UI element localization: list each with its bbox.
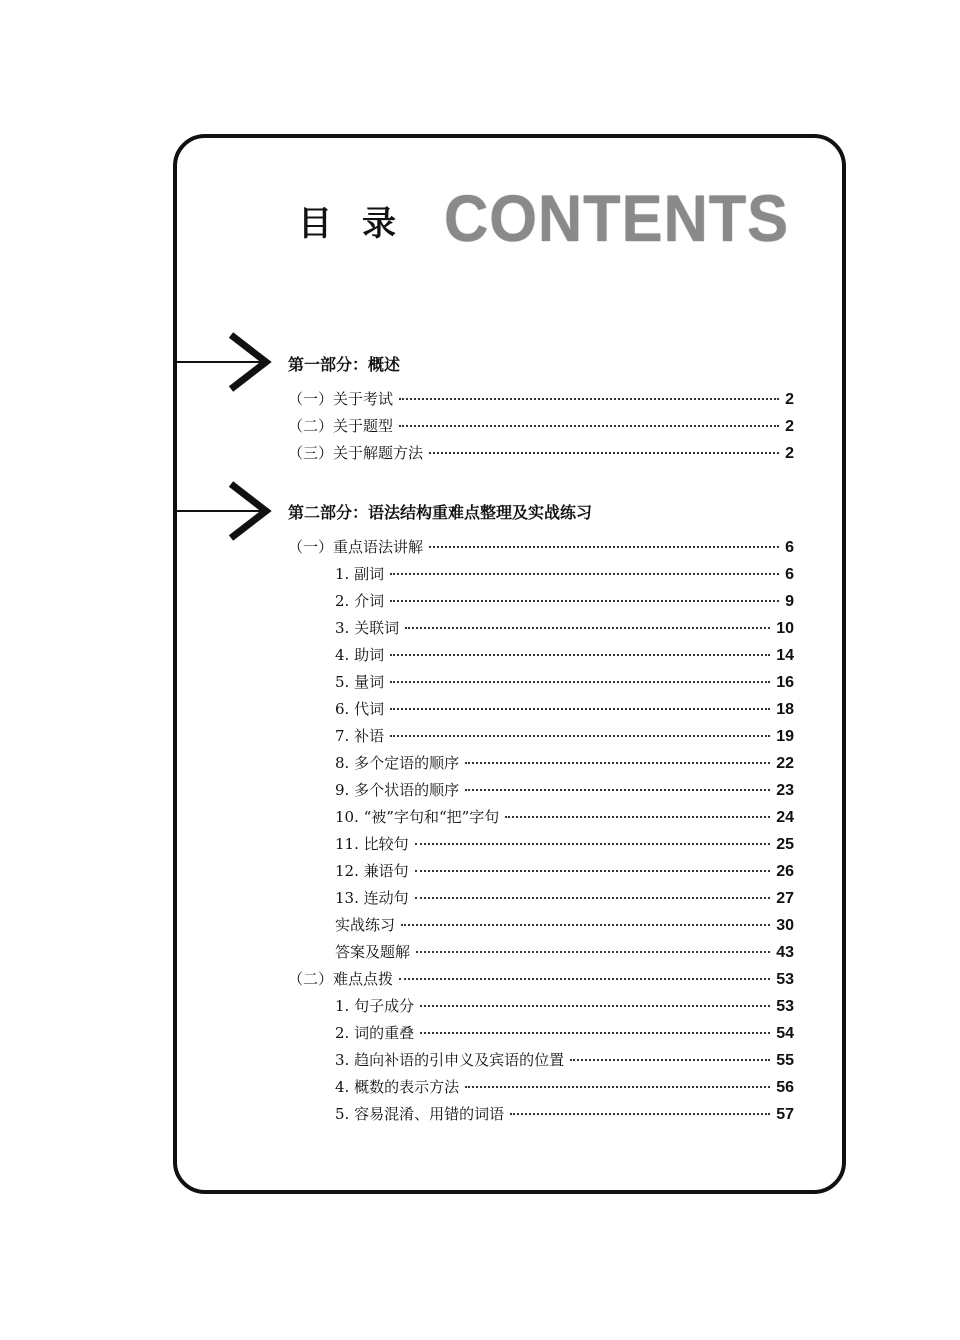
entry-label: 5. 容易混淆、用错的词语 — [335, 1105, 505, 1123]
entry-label: 9. 多个状语的顺序 — [335, 781, 460, 799]
entry-label: 13. 连动句 — [335, 889, 409, 907]
title-english: CONTENTS — [444, 181, 790, 255]
page-number: 53 — [776, 971, 794, 988]
arrow-right-icon — [176, 481, 276, 541]
toc-entry[interactable] — [335, 887, 794, 909]
page-number: 2 — [785, 391, 794, 408]
page-number: 2 — [785, 445, 794, 462]
leader-dots — [390, 681, 770, 683]
entry-label: 5. 量词 — [335, 673, 385, 691]
page-number: 18 — [776, 701, 794, 718]
leader-dots — [429, 452, 779, 454]
leader-dots — [399, 978, 770, 980]
page-number: 16 — [776, 674, 794, 691]
leader-dots — [420, 1005, 770, 1007]
leader-dots — [390, 735, 770, 737]
entry-label: 1. 句子成分 — [335, 997, 415, 1015]
toc-entry[interactable] — [335, 698, 794, 720]
page-number: 27 — [776, 890, 794, 907]
leader-dots — [420, 1032, 770, 1034]
toc-entry[interactable] — [335, 1076, 794, 1098]
page-number: 24 — [776, 809, 794, 826]
leader-dots — [401, 924, 770, 926]
leader-dots — [390, 654, 770, 656]
toc-entry[interactable] — [335, 1103, 794, 1125]
entry-label: 11. 比较句 — [335, 835, 409, 853]
toc-entry[interactable] — [335, 563, 794, 585]
toc-entry[interactable] — [288, 442, 794, 464]
entry-label: 实战练习 — [335, 916, 396, 934]
leader-dots — [416, 951, 770, 953]
title-chinese: 目录 — [298, 204, 426, 244]
page-number: 26 — [776, 863, 794, 880]
leader-dots — [405, 627, 770, 629]
toc-entry[interactable] — [335, 860, 794, 882]
entry-label: 1. 副词 — [335, 565, 385, 583]
page-number: 14 — [776, 647, 794, 664]
toc-entry[interactable] — [335, 725, 794, 747]
toc-entry[interactable] — [288, 415, 794, 437]
toc-entry[interactable] — [288, 388, 794, 410]
toc-entry[interactable] — [335, 590, 794, 612]
entry-label: 4. 概数的表示方法 — [335, 1078, 460, 1096]
toc-entry[interactable] — [335, 833, 794, 855]
entry-label: （一）重点语法讲解 — [288, 538, 424, 556]
entry-label: 6. 代词 — [335, 700, 385, 718]
entry-label: （二）难点点拨 — [288, 970, 394, 988]
leader-dots — [570, 1059, 770, 1061]
part-1-heading: 第一部分：概述 — [288, 355, 401, 374]
leader-dots — [415, 897, 771, 899]
leader-dots — [465, 789, 770, 791]
leader-dots — [465, 1086, 770, 1088]
leader-dots — [510, 1113, 770, 1115]
page-number: 6 — [785, 566, 794, 583]
entry-label: 答案及题解 — [335, 943, 411, 961]
toc-entry[interactable] — [335, 914, 794, 936]
entry-label: （一）关于考试 — [288, 390, 394, 408]
leader-dots — [505, 816, 770, 818]
page-number: 2 — [785, 418, 794, 435]
toc-entry[interactable] — [335, 995, 794, 1017]
page-number: 30 — [776, 917, 794, 934]
leader-dots — [399, 398, 779, 400]
page-number: 23 — [776, 782, 794, 799]
entry-label: 10. “被”字句和“把”字句 — [335, 808, 500, 826]
toc-entry[interactable] — [335, 752, 794, 774]
toc-entry[interactable] — [335, 1049, 794, 1071]
arrow-right-icon — [176, 332, 276, 392]
entry-label: 2. 介词 — [335, 592, 385, 610]
page-number: 9 — [785, 593, 794, 610]
entry-label: 12. 兼语句 — [335, 862, 409, 880]
page-number: 43 — [776, 944, 794, 961]
page-number: 54 — [776, 1025, 794, 1042]
page-number: 53 — [776, 998, 794, 1015]
toc-entry[interactable] — [335, 779, 794, 801]
page-number: 6 — [785, 539, 794, 556]
leader-dots — [390, 600, 779, 602]
page-number: 19 — [776, 728, 794, 745]
toc-entry[interactable] — [335, 806, 794, 828]
page-number: 55 — [776, 1052, 794, 1069]
entry-label: 4. 助词 — [335, 646, 385, 664]
toc-entry[interactable] — [335, 671, 794, 693]
entry-label: （三）关于解题方法 — [288, 444, 424, 462]
entry-label: （二）关于题型 — [288, 417, 394, 435]
toc-entry[interactable] — [335, 617, 794, 639]
entry-label: 8. 多个定语的顺序 — [335, 754, 460, 772]
page-number: 25 — [776, 836, 794, 853]
toc-entry[interactable] — [335, 644, 794, 666]
leader-dots — [390, 573, 779, 575]
leader-dots — [390, 708, 770, 710]
leader-dots — [415, 843, 771, 845]
toc-entry[interactable] — [335, 941, 794, 963]
leader-dots — [415, 870, 771, 872]
leader-dots — [465, 762, 770, 764]
toc-entry[interactable] — [288, 968, 794, 990]
entry-label: 3. 关联词 — [335, 619, 400, 637]
entry-label: 2. 词的重叠 — [335, 1024, 415, 1042]
entry-label: 3. 趋向补语的引申义及宾语的位置 — [335, 1051, 565, 1069]
leader-dots — [399, 425, 779, 427]
toc-entry[interactable] — [335, 1022, 794, 1044]
entry-label: 7. 补语 — [335, 727, 385, 745]
page-number: 10 — [776, 620, 794, 637]
page-number: 57 — [776, 1106, 794, 1123]
page-number: 22 — [776, 755, 794, 772]
page-number: 56 — [776, 1079, 794, 1096]
toc-entry[interactable] — [288, 536, 794, 558]
part-2-heading: 第二部分：语法结构重难点整理及实战练习 — [288, 503, 593, 522]
leader-dots — [429, 546, 779, 548]
